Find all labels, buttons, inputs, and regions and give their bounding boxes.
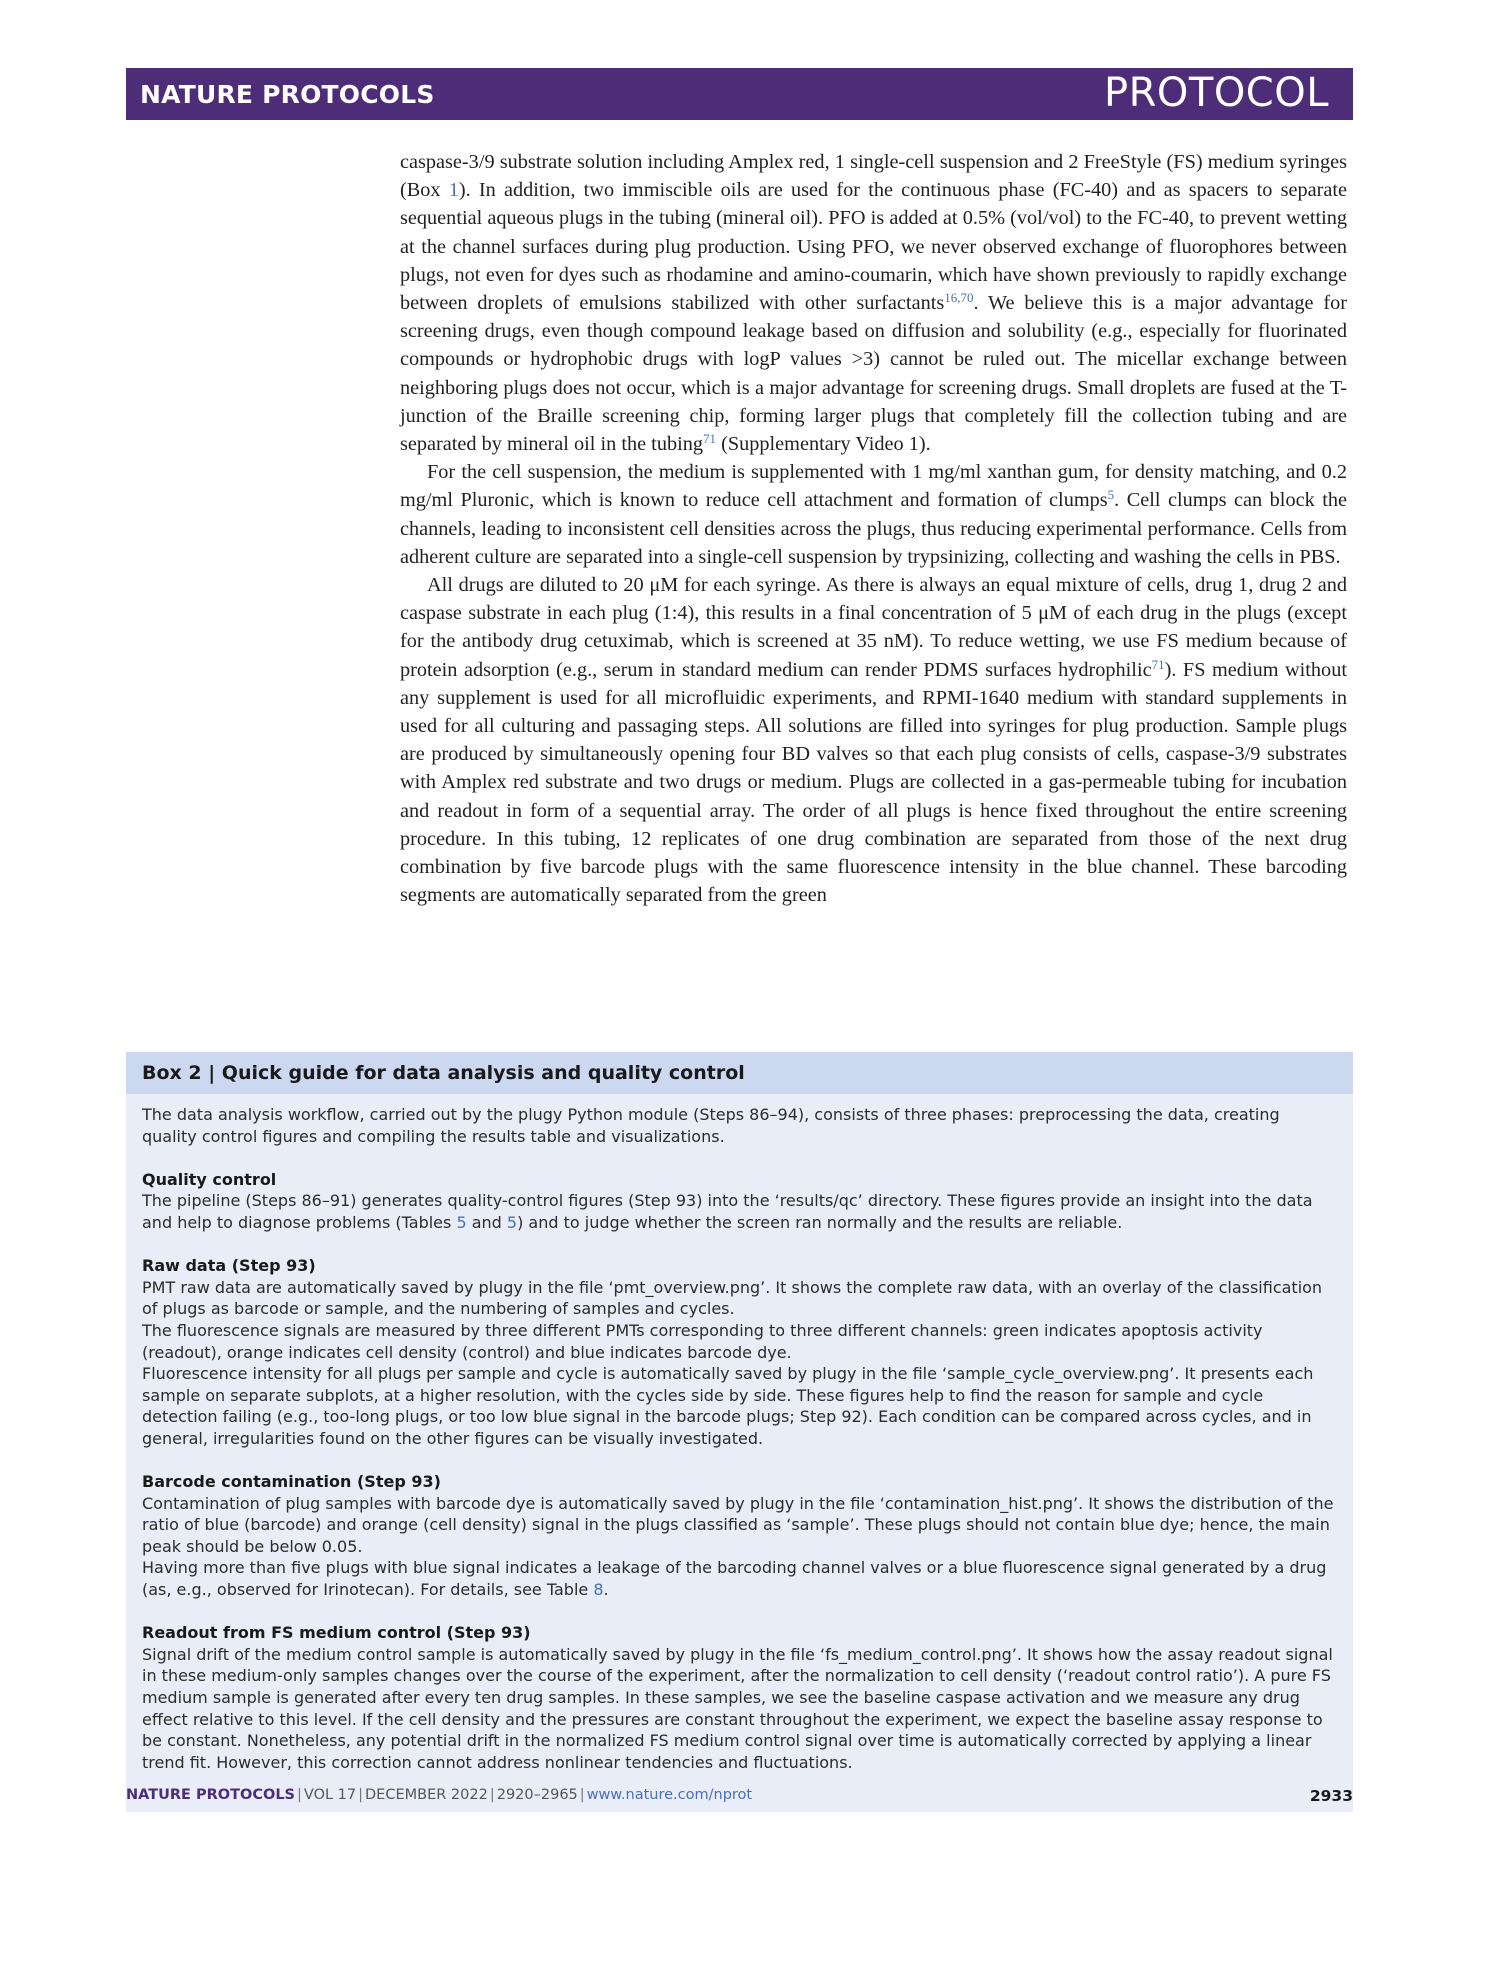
- section-text: Fluorescence intensity for all plugs per sample and cycle is automatically saved by plugy in the file ‘sample_cycle_overview.png’. It presents each sample on separate subplots, at a higher resolution, with the cycles side by side. These figures help to find the reason for sample and cycle detection failing (e.g., too-long plugs, or too low blue signal in the barcode plugs; Step 92). Each condition can be compared across cycles, and in general, irregularities found on the other figures can be visually investigated.: [142, 1364, 1314, 1448]
- table-link[interactable]: 8: [593, 1580, 604, 1600]
- journal-url-link[interactable]: www.nature.com/nprot: [586, 1787, 753, 1803]
- journal-name: NATURE PROTOCOLS: [140, 80, 435, 109]
- section-text: Contamination of plug samples with barcode dye is automatically saved by plugy in the file ‘contamination_hist.png’. It shows the distribution of the ratio of blue (barcode) and orange (cell density) signal in the plugs classified as ‘sample’. These plugs should not contain blue dye; hence, the main peak should be below 0.05.: [142, 1493, 1334, 1556]
- footer-journal: NATURE PROTOCOLS: [126, 1787, 296, 1803]
- citation-link[interactable]: 5: [1107, 487, 1115, 503]
- table-link[interactable]: 5: [456, 1212, 467, 1232]
- section-text: The pipeline (Steps 86–91) generates quality-control figures (Step 93) into the ‘results/qc’ directory. These figures provide an insight into the data and help to diagnose problems (Tables 5 and 5) and to judge whether the screen ran normally and the results are reliable.: [142, 1191, 1313, 1232]
- section-heading: Raw data (Step 93): [142, 1256, 316, 1276]
- page-footer: NATURE PROTOCOLS | VOL 17 | DECEMBER 2022 | 2920–2965 | www.nature.com/nprot 2933: [126, 1787, 1353, 1805]
- article-type: PROTOCOL: [1103, 70, 1329, 116]
- section-heading: Barcode contamination (Step 93): [142, 1472, 441, 1492]
- main-text: [400, 148, 1347, 909]
- citation-link[interactable]: 16,70: [944, 290, 974, 306]
- box-body: [126, 1094, 1353, 1773]
- section-text: Signal drift of the medium control sample is automatically saved by plugy in the file ‘fs_medium_control.png’. It shows how the assay readout signal in these medium-only samples changes over the course of the experiment, after the normalization to cell density (‘readout control ratio’). A pure FS medium sample is generated after every ten drug samples. In these samples, we see the baseline caspase activation and we measure any drug effect relative to this level. If the cell density and the pressures are constant throughout the experiment, we expect the baseline assay response to be constant. Nonetheless, any potential drift in the normalized FS medium control signal over time is automatically corrected by applying a linear trend fit. However, this correction cannot address nonlinear tendencies and fluctuations.: [142, 1644, 1333, 1772]
- box-intro: The data analysis workflow, carried out by the plugy Python module (Steps 86–94), consists of three phases: preprocessing the data, creating quality control figures and compiling the results table and visualizations.: [142, 1105, 1280, 1146]
- paragraph-3: All drugs are diluted to 20 μM for each syringe. As there is always an equal mixture of cells, drug 1, drug 2 and caspase substrate in each plug (1:4), this results in a final concentration of 5 μM of each drug in the plugs (except for the antibody drug cetuximab, which is screened at 35 nM). To reduce wetting, we use FS medium because of protein adsorption (e.g., serum in standard medium can render PDMS surfaces hydrophilic$^{71}$). FS medium without any supplement is used for all microfluidic experiments, and RPMI-1640 medium with standard supplements in used for all culturing and passaging steps. All solutions are filled into syringes for plug production. Sample plugs are produced by simultaneously opening four BD valves so that each plug consists of cells, caspase-3/9 substrates with Amplex red substrate and two drugs or medium. Plugs are collected in a gas-permeable tubing for incubation and readout in form of a sequential array. The order of all plugs is hence fixed throughout the entire screening procedure. In this tubing, 12 replicates of one drug combination are separated from those of the next drug combination by five barcode plugs with the same fluorescence intensity in the blue channel. These barcoding segments are automatically separated from the green: [400, 574, 1347, 907]
- paragraph-1: caspase-3/9 substrate solution including Amplex red, 1 single-cell suspension and 2 FreeStyle (FS) medium syringes (Box 1). In addition, two immiscible oils are used for the continuous phase (FC-40) and as spacers to separate sequential aqueous plugs in the tubing (mineral oil). PFO is added at 0.5% (vol/vol) to the FC-40, to prevent wetting at the channel surfaces during plug production. Using PFO, we never observed exchange of fluorophores between plugs, not even for dyes such as rhodamine and amino-coumarin, which have shown previously to rapidly exchange between droplets of emulsions stabilized with other surfactants$^{16,70}$. We believe this is a major advantage for screening drugs, even though compound leakage based on diffusion and solubility (e.g., especially for fluorinated compounds or hydrophobic drugs with logP values >3) cannot be ruled out. The micellar exchange between neighboring plugs does not occur, which is a major advantage for screening drugs. Small droplets are fused at the T-junction of the Braille screening chip, forming larger plugs that completely fill the collection tubing and are separated by mineral oil in the tubing$^{71}$ (Supplementary Video 1).: [400, 151, 1347, 456]
- section-heading: Quality control: [142, 1169, 277, 1189]
- footer-pages: 2920–2965: [496, 1787, 578, 1803]
- footer-date: DECEMBER 2022: [365, 1787, 488, 1803]
- page-header: [126, 68, 1353, 120]
- citation-link[interactable]: 71: [1151, 656, 1165, 672]
- section-text: PMT raw data are automatically saved by plugy in the file ‘pmt_overview.png’. It shows the complete raw data, with an overlay of the classification of plugs as barcode or sample, and the numbering of samples and cycles.: [142, 1277, 1323, 1319]
- citation-link[interactable]: 71: [703, 431, 717, 447]
- section-text: The fluorescence signals are measured by three different PMTs corresponding to three different channels: green indicates apoptosis activity (readout), orange indicates cell density (control) and blue indicates barcode dye.: [142, 1320, 1263, 1362]
- box-1-link[interactable]: 1: [448, 179, 459, 202]
- section-heading: Readout from FS medium control (Step 93): [142, 1623, 531, 1643]
- footer-volume: VOL 17: [303, 1787, 357, 1803]
- box-title: Box 2 | Quick guide for data analysis and quality control: [126, 1052, 1353, 1094]
- paragraph-2: For the cell suspension, the medium is supplemented with 1 mg/ml xanthan gum, for density matching, and 0.2 mg/ml Pluronic, which is known to reduce cell attachment and formation of clumps$^5$. Cell clumps can block the channels, leading to inconsistent cell densities across the plugs, thus reducing experimental performance. Cells from adherent culture are separated into a single-cell suspension by trypsinizing, collecting and washing the cells in PBS.: [400, 461, 1347, 568]
- page-number: 2933: [1309, 1787, 1353, 1805]
- box-2: [126, 1052, 1353, 1812]
- table-link[interactable]: 5: [506, 1212, 518, 1232]
- section-text: Having more than five plugs with blue signal indicates a leakage of the barcoding channel valves or a blue fluorescence signal generated by a drug (as, e.g., observed for Irinotecan). For details, see Table 8.: [142, 1558, 1327, 1600]
